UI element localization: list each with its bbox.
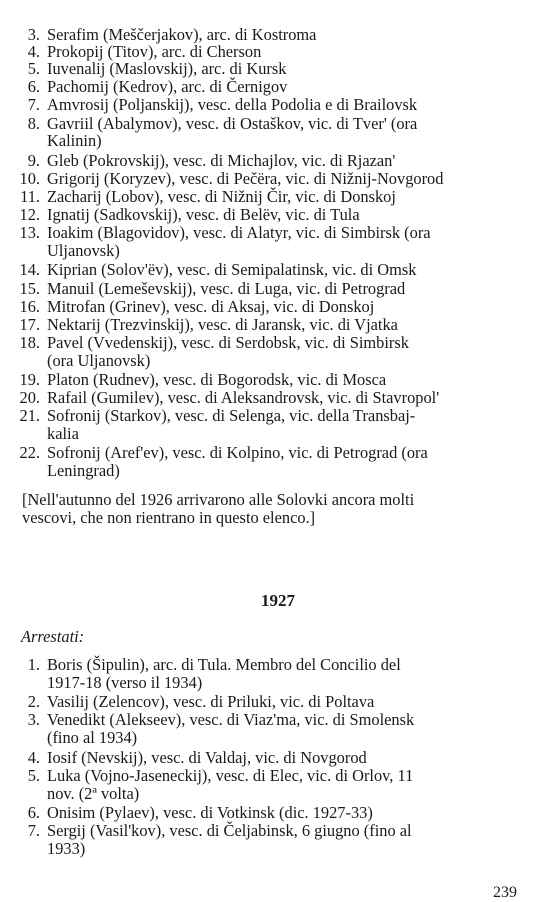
item-number: 7.	[27, 821, 40, 840]
year-heading: 1927	[261, 591, 295, 610]
item-number: 3.	[27, 25, 40, 44]
item-number: 5.	[27, 59, 40, 78]
item-text: Sergij (Vasil'kov), vesc. di Čeljabinsk, 6 giugno (fino al	[47, 821, 412, 840]
item-number: 8.	[27, 114, 40, 133]
item-number: 13.	[19, 223, 40, 242]
note-line: vescovi, che non rientrano in questo elenco.]	[22, 508, 316, 527]
item-text-continued: nov. (2ª volta)	[47, 784, 140, 803]
item-number: 14.	[19, 260, 40, 279]
item-text-continued: (ora Uljanovsk)	[47, 351, 151, 370]
item-number: 10.	[19, 169, 40, 188]
item-text: Nektarij (Trezvinskij), vesc. di Jaransk, vic. di Vjatka	[47, 315, 398, 334]
item-text: Luka (Vojno-Jaseneckij), vesc. di Elec, vic. di Orlov, 11	[47, 766, 414, 785]
item-text: Pavel (Vvedenskij), vesc. di Serdobsk, vic. di Simbirsk	[47, 333, 409, 352]
item-number: 21.	[19, 406, 40, 425]
section-label: Arrestati:	[21, 627, 85, 646]
item-text: Grigorij (Koryzev), vesc. di Pečëra, vic. di Nižnij-Novgorod	[47, 169, 444, 188]
item-text: Mitrofan (Grinev), vesc. di Aksaj, vic. di Donskoj	[47, 297, 375, 316]
item-number: 5.	[27, 766, 40, 785]
item-text-continued: Leningrad)	[47, 461, 120, 480]
page-number: 239	[493, 884, 517, 901]
item-text: Boris (Šipulin), arc. di Tula. Membro del Concilio del	[47, 655, 401, 674]
item-number: 15.	[19, 279, 40, 298]
item-text: Sofronij (Aref'ev), vesc. di Kolpino, vic. di Petrograd (ora	[47, 443, 428, 462]
item-number: 12.	[19, 205, 40, 224]
item-text: Prokopij (Titov), arc. di Cherson	[47, 42, 262, 61]
item-number: 19.	[19, 370, 40, 389]
item-number: 16.	[19, 297, 40, 316]
item-text: Manuil (Lemeševskij), vesc. di Luga, vic. di Petrograd	[47, 279, 406, 298]
item-text: Kiprian (Solov'ëv), vesc. di Semipalatinsk, vic. di Omsk	[47, 260, 417, 279]
item-text: Venedikt (Alekseev), vesc. di Viaz'ma, vic. di Smolensk	[47, 710, 415, 729]
item-text: Iosif (Nevskij), vesc. di Valdaj, vic. di Novgorod	[47, 748, 367, 767]
editorial-note	[22, 491, 542, 527]
item-number: 18.	[19, 333, 40, 352]
item-text: Pachomij (Kedrov), arc. di Černigov	[47, 77, 288, 96]
item-text: Platon (Rudnev), vesc. di Bogorodsk, vic. di Mosca	[47, 370, 387, 389]
item-number: 17.	[19, 315, 40, 334]
item-number: 3.	[27, 710, 40, 729]
item-number: 22.	[19, 443, 40, 462]
item-text: Onisim (Pylaev), vesc. di Votkinsk (dic. 1927-33)	[47, 803, 373, 822]
note-line: [Nell'autunno del 1926 arrivarono alle Solovki ancora molti	[22, 490, 415, 509]
item-number: 6.	[27, 803, 40, 822]
item-text: Vasilij (Zelencov), vesc. di Priluki, vic. di Poltava	[47, 692, 375, 711]
item-number: 11.	[20, 187, 40, 206]
item-text-continued: kalia	[47, 424, 79, 443]
item-number: 20.	[19, 388, 40, 407]
item-number: 7.	[27, 95, 40, 114]
item-number: 9.	[27, 151, 40, 170]
item-text: Iuvenalij (Maslovskij), arc. di Kursk	[47, 59, 287, 78]
item-text-continued: (fino al 1934)	[47, 728, 138, 747]
item-number: 4.	[27, 748, 40, 767]
item-text-continued: 1917-18 (verso il 1934)	[47, 673, 203, 692]
item-text-continued: Uljanovsk)	[47, 241, 120, 260]
item-number: 2.	[27, 692, 40, 711]
item-text: Zacharij (Lobov), vesc. di Nižnij Čir, vic. di Donskoj	[47, 187, 396, 206]
item-text: Serafim (Meščerjakov), arc. di Kostroma	[47, 25, 317, 44]
item-text: Ioakim (Blagovidov), vesc. di Alatyr, vic. di Simbirsk (ora	[47, 223, 431, 242]
item-text: Amvrosij (Poljanskij), vesc. della Podolia e di Brailovsk	[47, 95, 418, 114]
item-text-continued: Kalinin)	[47, 131, 102, 150]
item-number: 1.	[27, 655, 40, 674]
item-text: Sofronij (Starkov), vesc. di Selenga, vic. della Transbaj-	[47, 406, 416, 425]
item-number: 4.	[27, 42, 40, 61]
item-text: Rafail (Gumilev), vesc. di Aleksandrovsk, vic. di Stavropol'	[47, 388, 440, 407]
item-text: Gleb (Pokrovskij), vesc. di Michajlov, vic. di Rjazan'	[47, 151, 396, 170]
item-text: Gavriil (Abalymov), vesc. di Ostaškov, vic. di Tver' (ora	[47, 114, 418, 133]
item-text-continued: 1933)	[47, 839, 86, 858]
item-number: 6.	[27, 77, 40, 96]
item-text: Ignatij (Sadkovskij), vesc. di Belëv, vic. di Tula	[47, 205, 360, 224]
